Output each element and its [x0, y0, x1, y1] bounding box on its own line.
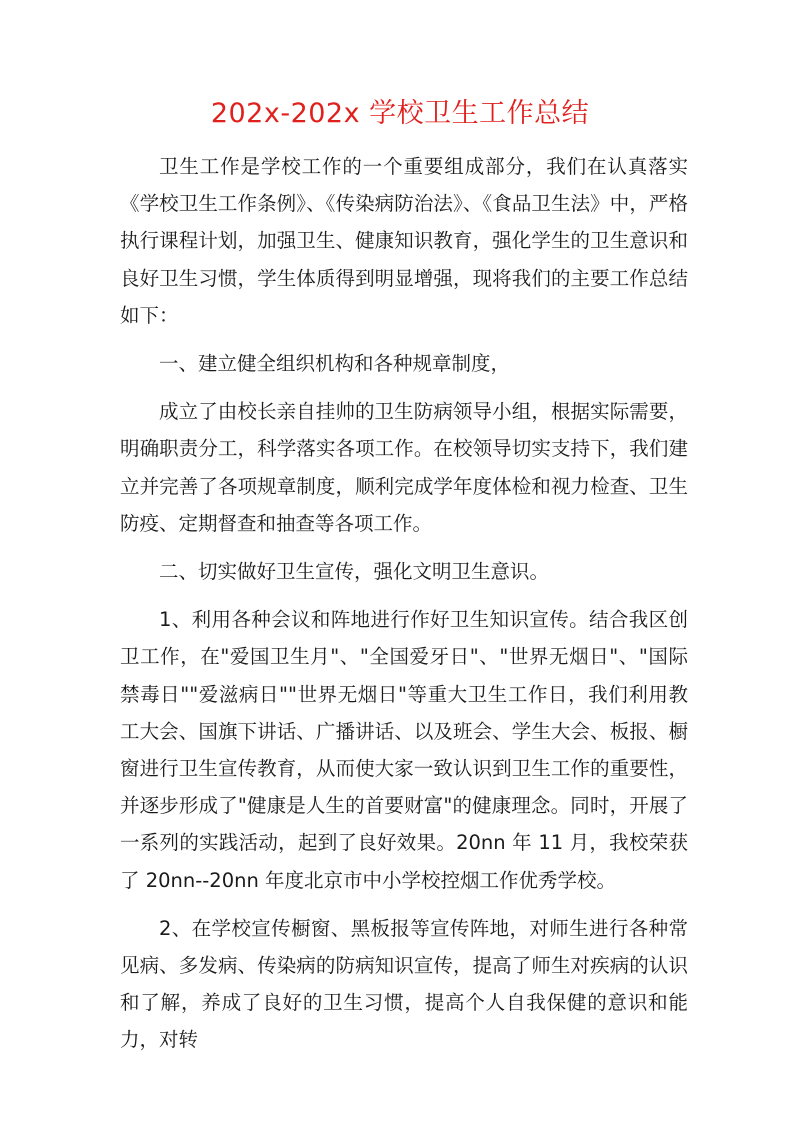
document-title: 202x-202x 学校卫生工作总结	[210, 98, 590, 129]
section-heading-2: 二、切实做好卫生宣传，强化文明卫生意识。	[159, 560, 550, 584]
section-1-paragraph: 成立了由校长亲自挂帅的卫生防病领导小组，根据实际需要，明确职责分工，科学落实各项工作。在校领导切实支持下，我们建立并完善了各项规章制度，顺利完成学年度体检和视力检查、卫生防疫、定期督查和抽查等各项工作。	[120, 400, 688, 535]
section-heading-1: 一、建立健全组织机构和各种规章制度，	[159, 352, 511, 376]
section-2-item-1: 1、利用各种会议和阵地进行作好卫生知识宣传。结合我区创卫工作，在"爱国卫生月"、"全国爱牙日"、"世界无烟日"、"国际禁毒日""爱滋病日""世界无烟日"等重大卫生工作日，我们利用教工大会、国旗下讲话、广播讲话、以及班会、学生大会、板报、橱窗进行卫生宣传教育，从而使大家一致认识到卫生工作的重要性，并逐步形成了"健康是人生的首要财富"的健康理念。同时，开展了一系列的实践活动，起到了良好效果。20nn 年 11 月，我校荣获了 20nn--20nn 年度北京市中小学校控烟工作优秀学校。	[120, 608, 688, 892]
intro-paragraph: 卫生工作是学校工作的一个重要组成部分，我们在认真落实《学校卫生工作条例》、《传染病防治法》、《食品卫生法》中，严格执行课程计划，加强卫生、健康知识教育，强化学生的卫生意识和良好卫生习惯，学生体质得到明显增强，现将我们的主要工作总结如下：	[120, 155, 688, 327]
document-body	[120, 148, 688, 1059]
section-2-item-2: 2、在学校宣传橱窗、黑板报等宣传阵地，对师生进行各种常见病、多发病、传染病的防病知识宣传，提高了师生对疾病的认识和了解，养成了良好的卫生习惯，提高个人自我保健的意识和能力，对转	[120, 916, 688, 1052]
